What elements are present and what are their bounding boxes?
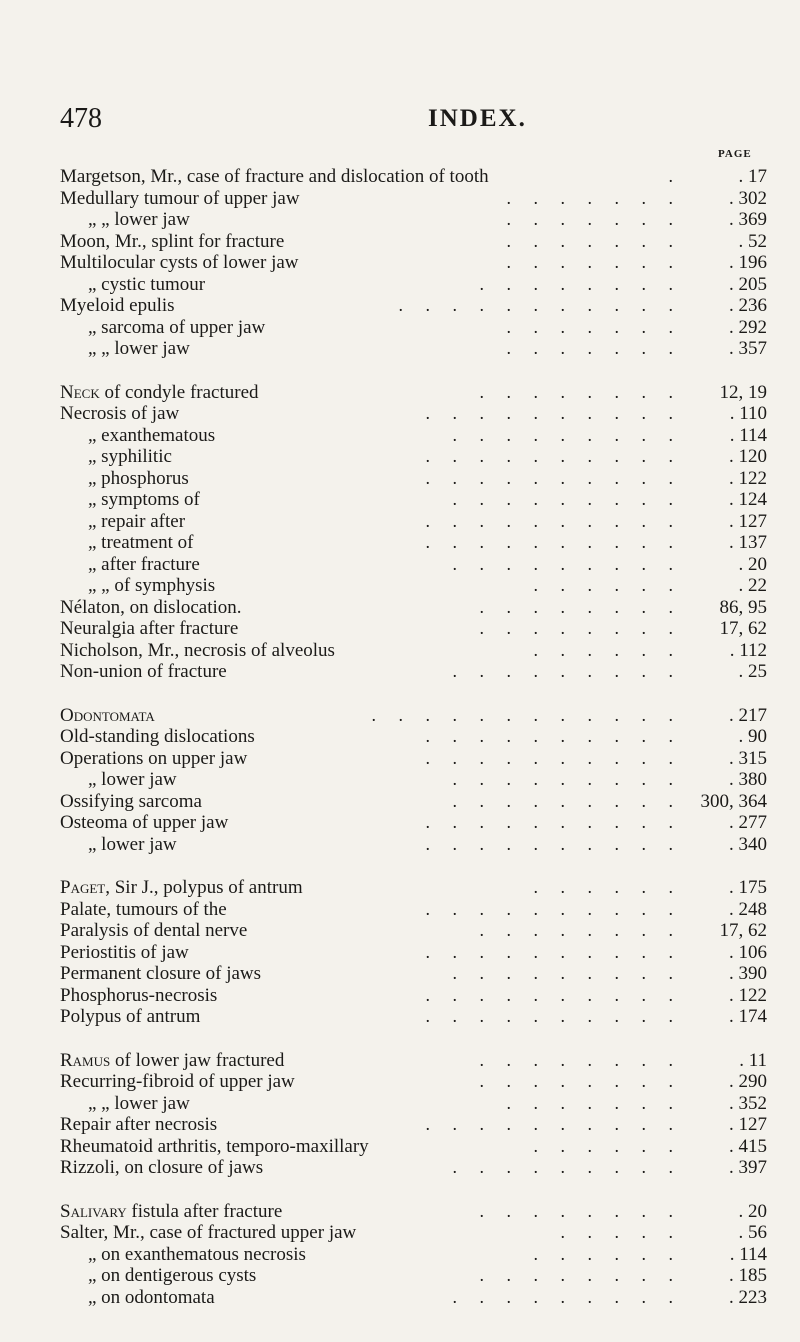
index-entry bbox=[60, 425, 767, 447]
index-group bbox=[60, 166, 767, 360]
entry-page-numbers: . 56 bbox=[738, 1222, 767, 1243]
entry-page-numbers: . 340 bbox=[729, 833, 767, 855]
entry-page-numbers: 300, 364 bbox=[700, 790, 767, 812]
index-entry bbox=[60, 511, 767, 533]
entry-text: Paget, Sir J., polypus of antrum bbox=[60, 877, 303, 898]
page-number: 478 bbox=[60, 103, 102, 134]
entry-page-numbers: . 175 bbox=[729, 877, 767, 898]
entry-leader-dots: . . . . . . . . . . bbox=[425, 467, 682, 488]
index-entry bbox=[60, 899, 767, 921]
entry-text: Ramus of lower jaw fractured bbox=[60, 1049, 285, 1071]
entry-leader-dots: . . . . . . . . bbox=[479, 596, 682, 617]
index-entry bbox=[60, 705, 767, 727]
entry-page-numbers: . 352 bbox=[729, 1092, 767, 1114]
entry-text: Recurring-fibroid of upper jaw bbox=[60, 1071, 295, 1092]
entry-text: „ symptoms of bbox=[88, 489, 200, 510]
entry-text: „ after fracture bbox=[88, 553, 200, 575]
entry-text: „ lower jaw bbox=[88, 833, 177, 855]
entry-page-numbers: . 415 bbox=[729, 1135, 767, 1157]
page-column-label: PAGE bbox=[718, 148, 752, 160]
entry-page-numbers: . 174 bbox=[729, 1006, 767, 1027]
entry-text: „ „ lower jaw bbox=[88, 1092, 190, 1114]
entry-leader-dots: . . . . . . . . . bbox=[452, 790, 682, 811]
entry-text: Old-standing dislocations bbox=[60, 726, 255, 747]
entry-text: Multilocular cysts of lower jaw bbox=[60, 252, 299, 273]
entry-page-numbers: . 127 bbox=[729, 1114, 767, 1135]
entry-page-numbers: . 196 bbox=[729, 252, 767, 273]
index-entry bbox=[60, 468, 767, 490]
entry-page-numbers: . 217 bbox=[729, 704, 767, 726]
entry-page-numbers: . 248 bbox=[729, 898, 767, 920]
entry-leader-dots: . . . . . . . . bbox=[479, 1049, 682, 1070]
entry-page-numbers: . 380 bbox=[729, 769, 767, 790]
entry-page-numbers: . 17 bbox=[738, 166, 767, 187]
entry-text: Odontomata bbox=[60, 704, 155, 726]
entry-page-numbers: . 106 bbox=[729, 941, 767, 963]
index-entry bbox=[60, 1114, 767, 1136]
entry-leader-dots: . . . . . . . . . bbox=[452, 553, 682, 574]
entry-leader-dots: . . . . . . . . bbox=[479, 618, 682, 638]
entry-text: „ syphilitic bbox=[88, 446, 172, 467]
index-entry bbox=[60, 1287, 767, 1309]
entry-page-numbers: 17, 62 bbox=[719, 618, 767, 639]
entry-page-numbers: . 112 bbox=[729, 639, 767, 661]
entry-page-numbers: . 124 bbox=[729, 489, 767, 510]
index-entry bbox=[60, 769, 767, 791]
entry-text: Polypus of antrum bbox=[60, 1006, 201, 1027]
index-entry bbox=[60, 834, 767, 856]
index-entry bbox=[60, 618, 767, 640]
entry-leader-dots: . . . . . . . bbox=[506, 316, 682, 337]
index-entry bbox=[60, 403, 767, 425]
entry-page-numbers: 12, 19 bbox=[719, 381, 767, 403]
entry-leader-dots: . . . . . . . bbox=[506, 252, 682, 272]
index-entry bbox=[60, 1093, 767, 1115]
index-entry bbox=[60, 382, 767, 404]
entry-text: „ phosphorus bbox=[88, 467, 189, 489]
entry-leader-dots: . . . . . . . . . . . bbox=[398, 295, 682, 315]
entry-text: Periostitis of jaw bbox=[60, 941, 189, 963]
entry-page-numbers: . 90 bbox=[738, 726, 767, 747]
entry-leader-dots: . . . . . . . . . bbox=[452, 769, 682, 789]
entry-page-numbers: 86, 95 bbox=[719, 596, 767, 618]
entry-text: „ „ lower jaw bbox=[88, 209, 190, 230]
index-entry bbox=[60, 554, 767, 576]
entry-text: „ sarcoma of upper jaw bbox=[88, 316, 266, 338]
entry-leader-dots: . . . . . . . . . bbox=[452, 489, 682, 509]
entry-leader-dots: . . . . . . . . . . bbox=[425, 726, 682, 746]
index-entry bbox=[60, 877, 767, 899]
entry-text: Operations on upper jaw bbox=[60, 747, 248, 769]
index-entry bbox=[60, 295, 767, 317]
index-entry bbox=[60, 791, 767, 813]
index-entry bbox=[60, 1050, 767, 1072]
index-entry bbox=[60, 252, 767, 274]
entry-leader-dots: . . . . . . bbox=[533, 575, 682, 595]
entry-page-numbers: . 397 bbox=[729, 1157, 767, 1178]
entry-leader-dots: . bbox=[668, 166, 682, 186]
index-entry bbox=[60, 188, 767, 210]
index-group bbox=[60, 382, 767, 683]
entry-text: Rheumatoid arthritis, temporo-maxillary bbox=[60, 1135, 369, 1157]
index-group bbox=[60, 877, 767, 1028]
entry-page-numbers: . 20 bbox=[738, 553, 767, 575]
entry-leader-dots: . . . . . . . . . . bbox=[425, 984, 682, 1005]
entry-text: „ lower jaw bbox=[88, 769, 177, 790]
index-entry bbox=[60, 726, 767, 748]
entry-leader-dots: . . . . . . . . . . bbox=[425, 403, 682, 423]
entry-leader-dots: . . . . . . . . bbox=[479, 1200, 682, 1221]
entry-leader-dots: . . . . . . . bbox=[506, 338, 682, 358]
entry-page-numbers: 17, 62 bbox=[719, 920, 767, 941]
entry-leader-dots: . . . . . . bbox=[533, 1243, 682, 1264]
index-entry bbox=[60, 1157, 767, 1179]
entry-leader-dots: . . . . . . . . . . bbox=[425, 812, 682, 832]
entry-text: Rizzoli, on closure of jaws bbox=[60, 1157, 264, 1178]
entry-page-numbers: . 292 bbox=[729, 316, 767, 338]
index-entry bbox=[60, 209, 767, 231]
index-entry bbox=[60, 1265, 767, 1287]
entry-page-numbers: . 20 bbox=[738, 1200, 767, 1222]
running-title: INDEX. bbox=[428, 105, 527, 132]
entry-page-numbers: . 110 bbox=[729, 403, 767, 424]
entry-page-numbers: . 236 bbox=[729, 295, 767, 316]
entry-leader-dots: . . . . . . . . bbox=[479, 381, 682, 402]
index-entry bbox=[60, 446, 767, 468]
entry-page-numbers: . 127 bbox=[729, 510, 767, 532]
entry-text: Neck of condyle fractured bbox=[60, 381, 259, 403]
entry-page-numbers: . 25 bbox=[738, 661, 767, 682]
entry-leader-dots: . . . . . . . . . . bbox=[425, 1006, 682, 1026]
entry-text: „ on odontomata bbox=[88, 1286, 215, 1308]
index-entry bbox=[60, 963, 767, 985]
entry-text: Myeloid epulis bbox=[60, 295, 175, 316]
entry-text: Salter, Mr., case of fractured upper jaw bbox=[60, 1222, 357, 1243]
entry-page-numbers: . 11 bbox=[739, 1049, 767, 1071]
index-group bbox=[60, 1050, 767, 1179]
index-group bbox=[60, 705, 767, 856]
entry-leader-dots: . . . . . . . . . . . . bbox=[371, 704, 682, 725]
index-entry bbox=[60, 338, 767, 360]
entry-text: Moon, Mr., splint for fracture bbox=[60, 230, 285, 252]
entry-text: Permanent closure of jaws bbox=[60, 963, 262, 984]
entry-leader-dots: . . . . . . . bbox=[506, 230, 682, 251]
entry-page-numbers: . 52 bbox=[738, 230, 767, 252]
entry-page-numbers: . 185 bbox=[729, 1265, 767, 1286]
index-entry bbox=[60, 942, 767, 964]
index-entry bbox=[60, 985, 767, 1007]
entry-page-numbers: . 137 bbox=[729, 532, 767, 553]
entry-leader-dots: . . . . . . . . . . bbox=[425, 898, 682, 919]
index-entry bbox=[60, 274, 767, 296]
entry-leader-dots: . . . . . . . . . . bbox=[425, 532, 682, 552]
entry-page-numbers: . 277 bbox=[729, 812, 767, 833]
entry-leader-dots: . . . . . . . . bbox=[479, 1265, 682, 1285]
entry-page-numbers: . 122 bbox=[729, 984, 767, 1006]
index-entry bbox=[60, 1201, 767, 1223]
entry-page-numbers: . 114 bbox=[729, 424, 767, 446]
entry-page-numbers: . 122 bbox=[729, 467, 767, 489]
entry-text: „ „ lower jaw bbox=[88, 338, 190, 359]
entry-leader-dots: . . . . . . . . . bbox=[452, 1286, 682, 1307]
entry-page-numbers: . 223 bbox=[729, 1286, 767, 1308]
entry-text: „ repair after bbox=[88, 510, 186, 532]
entry-text: Phosphorus-necrosis bbox=[60, 984, 218, 1006]
entry-text: „ exanthematous bbox=[88, 424, 216, 446]
entry-leader-dots: . . . . . . . bbox=[506, 209, 682, 229]
index-group bbox=[60, 1201, 767, 1309]
entry-leader-dots: . . . . . . . . bbox=[479, 1071, 682, 1091]
entry-page-numbers: . 357 bbox=[729, 338, 767, 359]
entry-text: „ treatment of bbox=[88, 532, 194, 553]
index-entry bbox=[60, 532, 767, 554]
index-entry bbox=[60, 1136, 767, 1158]
index-entry bbox=[60, 575, 767, 597]
index-entry bbox=[60, 812, 767, 834]
entry-text: „ „ of symphysis bbox=[88, 575, 216, 596]
entry-page-numbers: . 120 bbox=[729, 446, 767, 467]
entry-page-numbers: . 205 bbox=[729, 273, 767, 295]
entry-leader-dots: . . . . . . . bbox=[506, 187, 682, 208]
entry-page-numbers: . 369 bbox=[729, 209, 767, 230]
index-entries bbox=[60, 166, 767, 1330]
index-entry bbox=[60, 640, 767, 662]
entry-page-numbers: . 315 bbox=[729, 747, 767, 769]
entry-text: Nélaton, on dislocation. bbox=[60, 596, 242, 618]
entry-leader-dots: . . . . . . . . . bbox=[452, 661, 682, 681]
index-entry bbox=[60, 597, 767, 619]
entry-leader-dots: . . . . . . bbox=[533, 1135, 682, 1156]
entry-text: Margetson, Mr., case of fracture and dislocation of tooth bbox=[60, 166, 489, 187]
index-entry bbox=[60, 317, 767, 339]
entry-page-numbers: . 390 bbox=[729, 963, 767, 984]
index-entry bbox=[60, 166, 767, 188]
index-entry bbox=[60, 748, 767, 770]
entry-leader-dots: . . . . . . . . . bbox=[452, 1157, 682, 1177]
index-entry bbox=[60, 920, 767, 942]
entry-text: Non-union of fracture bbox=[60, 661, 227, 682]
index-entry bbox=[60, 1222, 767, 1244]
index-entry bbox=[60, 1071, 767, 1093]
entry-leader-dots: . . . . . . . . . . bbox=[425, 446, 682, 466]
entry-text: „ cystic tumour bbox=[88, 273, 206, 295]
entry-leader-dots: . . . . . bbox=[560, 1222, 682, 1242]
entry-leader-dots: . . . . . . bbox=[533, 639, 682, 660]
entry-text: Medullary tumour of upper jaw bbox=[60, 187, 300, 209]
entry-leader-dots: . . . . . . . bbox=[506, 1092, 682, 1113]
entry-leader-dots: . . . . . . bbox=[533, 877, 682, 897]
entry-text: „ on dentigerous cysts bbox=[88, 1265, 257, 1286]
entry-text: Neuralgia after fracture bbox=[60, 618, 239, 639]
index-entry bbox=[60, 489, 767, 511]
entry-leader-dots: . . . . . . . . . . bbox=[425, 1114, 682, 1134]
index-entry bbox=[60, 231, 767, 253]
entry-leader-dots: . . . . . . . . . bbox=[452, 963, 682, 983]
entry-leader-dots: . . . . . . . . . . bbox=[425, 510, 682, 531]
entry-leader-dots: . . . . . . . . . . bbox=[425, 747, 682, 768]
entry-text: Ossifying sarcoma bbox=[60, 790, 202, 812]
entry-text: Nicholson, Mr., necrosis of alveolus bbox=[60, 639, 335, 661]
entry-leader-dots: . . . . . . . . . . bbox=[425, 941, 682, 962]
entry-text: Necrosis of jaw bbox=[60, 403, 180, 424]
entry-text: Osteoma of upper jaw bbox=[60, 812, 229, 833]
entry-leader-dots: . . . . . . . . . . bbox=[425, 833, 682, 854]
page-header bbox=[60, 103, 760, 133]
entry-text: Salivary fistula after fracture bbox=[60, 1200, 283, 1222]
entry-page-numbers: . 22 bbox=[738, 575, 767, 596]
entry-page-numbers: . 290 bbox=[729, 1071, 767, 1092]
entry-leader-dots: . . . . . . . . bbox=[479, 273, 682, 294]
entry-page-numbers: . 302 bbox=[729, 187, 767, 209]
entry-text: Palate, tumours of the bbox=[60, 898, 227, 920]
index-entry bbox=[60, 661, 767, 683]
entry-leader-dots: . . . . . . . . . bbox=[452, 424, 682, 445]
entry-leader-dots: . . . . . . . . bbox=[479, 920, 682, 940]
index-entry bbox=[60, 1006, 767, 1028]
entry-text: Paralysis of dental nerve bbox=[60, 920, 248, 941]
entry-text: Repair after necrosis bbox=[60, 1114, 218, 1135]
entry-page-numbers: . 114 bbox=[729, 1243, 767, 1265]
entry-text: „ on exanthematous necrosis bbox=[88, 1243, 306, 1265]
index-entry bbox=[60, 1244, 767, 1266]
